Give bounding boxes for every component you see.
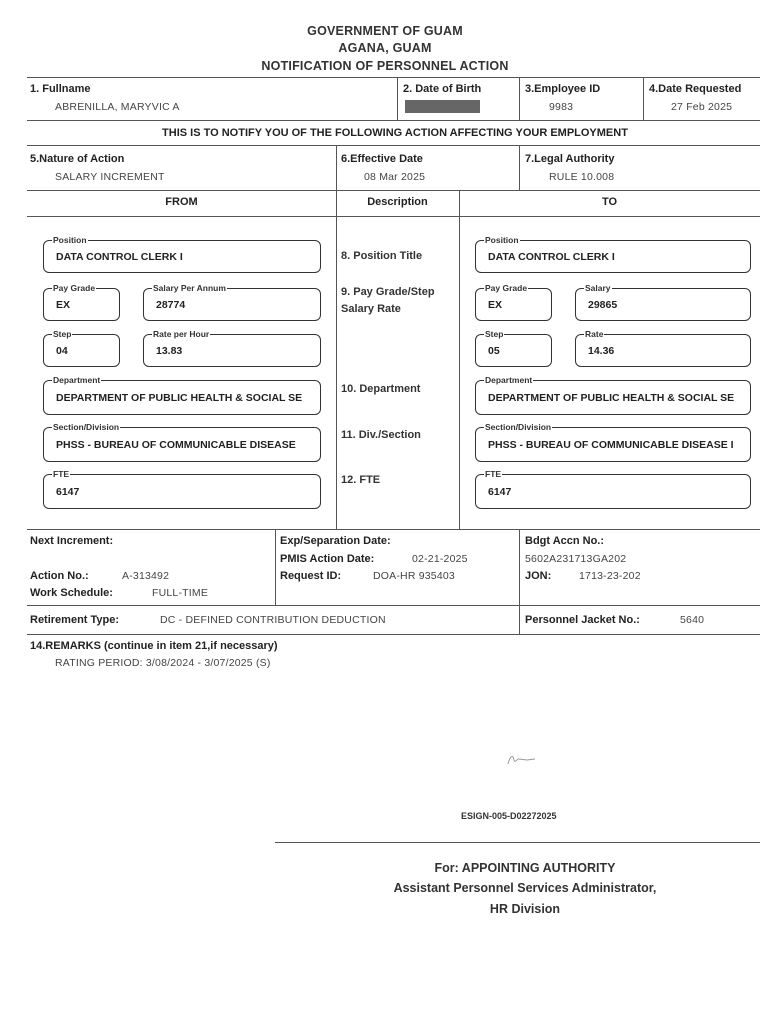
to-department-caption: Department [485,375,533,385]
legal-authority-label: 7.Legal Authority [525,153,615,165]
desc-pay-grade: 9. Pay Grade/Step [341,286,435,298]
nature-label: 5.Nature of Action [30,153,125,165]
header-title: NOTIFICATION OF PERSONNEL ACTION [261,59,509,73]
from-department-field [43,375,321,415]
from-step-value: 04 [56,344,68,357]
request-id-value: DOA-HR 935403 [373,570,455,582]
divider [519,529,520,634]
to-column-header: TO [601,196,618,208]
to-step-field [475,329,552,367]
jon-value: 1713-23-202 [579,570,641,582]
retirement-type-label: Retirement Type: [30,614,120,626]
from-salary-caption: Salary Per Annum [153,283,226,293]
remarks-text: RATING PERIOD: 3/08/2024 - 3/07/2025 (S) [55,657,271,669]
from-rate-value: 13.83 [156,344,183,357]
notice-text: THIS IS TO NOTIFY YOU OF THE FOLLOWING ACTION AFFECTING YOUR EMPLOYMENT [162,127,628,139]
divider [519,77,520,120]
to-salary-field [575,283,751,321]
desc-division-section: 11. Div./Section [341,429,421,441]
dob-redacted-value [405,100,480,113]
to-salary-caption: Salary [585,283,611,293]
to-paygrade-value: EX [488,298,503,311]
to-rate-field [575,329,751,367]
action-no-value: A-313492 [122,570,170,582]
from-position-caption: Position [53,235,87,245]
date-requested-value: 27 Feb 2025 [671,101,733,113]
from-position-field [43,235,321,273]
from-position-value: DATA CONTROL CLERK I [56,250,183,263]
from-section-caption: Section/Division [53,422,120,432]
divider [519,145,520,190]
desc-fte: 12. FTE [341,474,381,486]
effective-date-value: 08 Mar 2025 [364,171,426,183]
header-government: GOVERNMENT OF GUAM [307,24,463,38]
divider [459,190,460,529]
dob-label: 2. Date of Birth [403,83,482,95]
from-paygrade-field [43,283,120,321]
to-step-value: 05 [488,344,500,357]
bdgt-accn-value: 5602A231713GA202 [525,553,627,565]
divider [643,77,644,120]
from-fte-field [43,469,321,509]
effective-date-label: 6.Effective Date [341,153,423,165]
personnel-jacket-label: Personnel Jacket No.: [525,614,640,626]
divider [27,634,760,635]
to-step-caption: Step [485,329,504,339]
from-paygrade-value: EX [56,298,71,311]
divider [336,145,337,190]
to-rate-value: 14.36 [588,344,615,357]
desc-department: 10. Department [341,383,421,395]
from-paygrade-caption: Pay Grade [53,283,96,293]
description-column-header: Description [367,196,428,208]
from-step-field [43,329,120,367]
exp-separation-label: Exp/Separation Date: [280,535,391,547]
signature-division-line: HR Division [489,902,561,916]
from-department-value: DEPARTMENT OF PUBLIC HEALTH & SOCIAL SE [56,391,303,404]
from-fte-value: 6147 [56,485,80,498]
to-position-field [475,235,751,273]
signature-line [275,842,760,843]
signature-for-line: For: APPOINTING AUTHORITY [434,861,616,875]
request-id-label: Request ID: [280,570,342,582]
fullname-value: ABRENILLA, MARYVIC A [55,101,180,113]
to-section-caption: Section/Division [485,422,552,432]
divider [27,190,760,191]
divider [27,77,760,78]
pmis-action-date-label: PMIS Action Date: [280,553,375,565]
divider [27,216,760,217]
to-fte-caption: FTE [485,469,502,479]
from-rate-caption: Rate per Hour [153,329,210,339]
from-rate-field [143,329,321,367]
divider [275,529,276,605]
desc-position-title: 8. Position Title [341,250,423,262]
remarks-label: 14.REMARKS (continue in item 21,if necessary) [30,640,278,652]
divider [27,605,760,606]
divider [27,120,760,121]
from-salary-value: 28774 [156,298,186,311]
signature-title-line: Assistant Personnel Services Administrator, [393,881,657,895]
divider [336,190,337,529]
from-section-field [43,422,321,462]
signature-mark [505,750,537,768]
to-position-value: DATA CONTROL CLERK I [488,250,615,263]
divider [27,145,760,146]
employee-id-value: 9983 [549,101,574,113]
to-salary-value: 29865 [588,298,618,311]
bdgt-accn-label: Bdgt Accn No.: [525,535,605,547]
from-salary-field [143,283,321,321]
divider [397,77,398,120]
to-department-field [475,375,751,415]
legal-authority-value: RULE 10.008 [549,171,615,183]
employee-id-label: 3.Employee ID [525,83,601,95]
to-section-value: PHSS - BUREAU OF COMMUNICABLE DISEASE I [488,438,734,451]
esign-code: ESIGN-005-D02272025 [461,811,557,821]
next-increment-label: Next Increment: [30,535,114,547]
nature-value: SALARY INCREMENT [55,171,165,183]
to-section-field [475,422,751,462]
from-fte-caption: FTE [53,469,70,479]
desc-salary-rate: Salary Rate [341,303,401,315]
to-department-value: DEPARTMENT OF PUBLIC HEALTH & SOCIAL SE [488,391,735,404]
jon-label: JON: [525,570,552,582]
from-section-value: PHSS - BUREAU OF COMMUNICABLE DISEASE [56,438,296,451]
to-paygrade-caption: Pay Grade [485,283,528,293]
header-location: AGANA, GUAM [338,41,432,55]
from-step-caption: Step [53,329,72,339]
fullname-label: 1. Fullname [30,83,91,95]
pmis-action-date-value: 02-21-2025 [412,553,468,565]
retirement-type-value: DC - DEFINED CONTRIBUTION DEDUCTION [160,614,386,626]
work-schedule-label: Work Schedule: [30,587,113,599]
to-paygrade-field [475,283,552,321]
date-requested-label: 4.Date Requested [649,83,742,95]
from-column-header: FROM [165,196,198,208]
work-schedule-value: FULL-TIME [152,587,209,599]
to-rate-caption: Rate [585,329,604,339]
to-fte-field [475,469,751,509]
action-no-label: Action No.: [30,570,89,582]
from-department-caption: Department [53,375,101,385]
to-fte-value: 6147 [488,485,512,498]
to-position-caption: Position [485,235,519,245]
personnel-jacket-value: 5640 [680,614,705,626]
divider [27,529,760,530]
